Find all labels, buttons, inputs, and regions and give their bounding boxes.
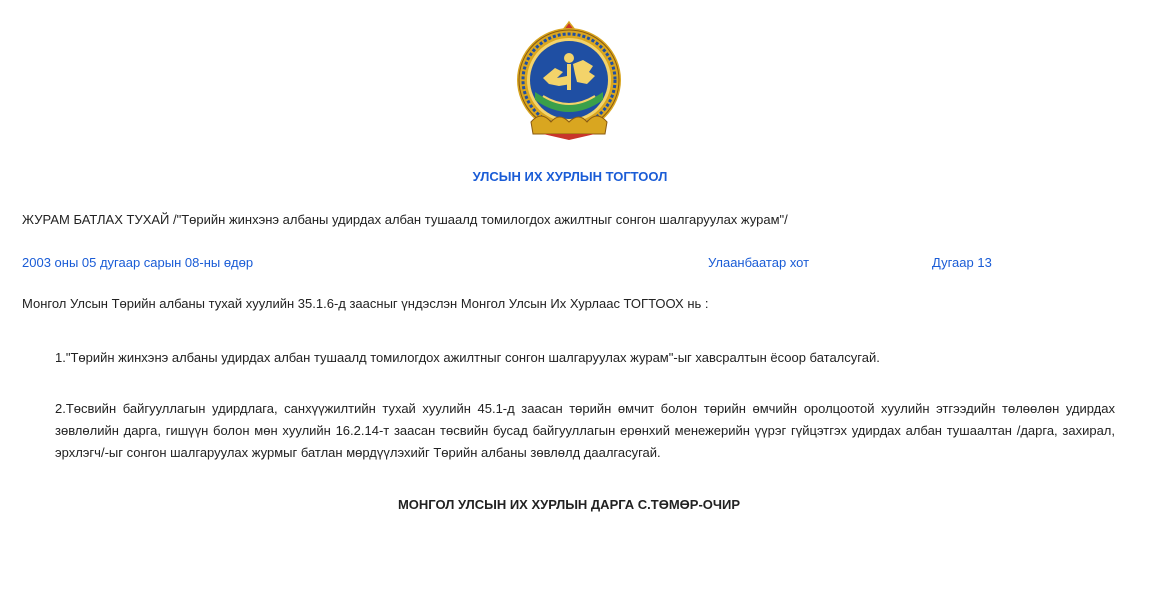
document-subject: ЖУРАМ БАТЛАХ ТУХАЙ /"Төрийн жинхэнэ албаны удирдах албан тушаалд томилогдох ажилтныг сонгон шалгаруулах журам"/: [22, 212, 788, 227]
document-meta-row: [22, 255, 1142, 273]
state-emblem-icon: [513, 20, 625, 142]
document-signature: МОНГОЛ УЛСЫН ИХ ХУРЛЫН ДАРГА С.ТӨМӨР-ОЧИР: [397, 497, 741, 512]
document-number: Дугаар 13: [932, 255, 992, 270]
document-title: УЛСЫН ИХ ХУРЛЫН ТОГТООЛ: [472, 169, 668, 184]
document-place: Улаанбаатар хот: [708, 255, 810, 270]
resolution-item-1: 1."Төрийн жинхэнэ албаны удирдах албан тушаалд томилогдох ажилтныг сонгон шалгаруулах журам"-ыг хавсралтын ёсоор баталсугай.: [55, 350, 880, 365]
resolution-item-2: 2.Төсвийн байгууллагын удирдлага, санхүүжилтийн тухай хуулийн 45.1-д заасан төрийн өмчит болон төрийн өмчийн оролцоотой хуулийн этгээдийн төлөөлөн удирдах зөвлөлийн дарга, гишүүн болон мөн хуулийн 16.2.14-т заасан төсвийн бусад байгууллагын ерөнхий менежерийн үүрэг гүйцэтгэх удирдах албан тушаалтан /дарга, захирал, эрхлэгч/-ыг сонгон шалгаруулах журмыг батлан мөрдүүлэхийг Төрийн албаны зөвлөлд даалгасугай.: [55, 401, 1115, 460]
document-date: 2003 оны 05 дугаар сарын 08-ны өдөр: [22, 255, 254, 270]
document-intro: Монгол Улсын Төрийн албаны тухай хуулийн 35.1.6-д заасныг үндэслэн Монгол Улсын Их Хурлаас ТОГТООХ нь :: [22, 296, 709, 311]
